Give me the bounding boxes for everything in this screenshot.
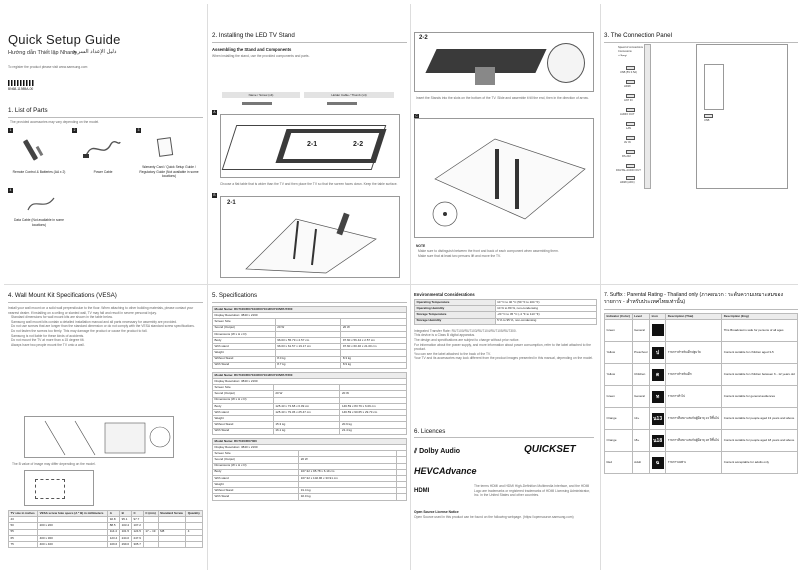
part-3-label: Warranty Card / Quick Setup Guide / Regulatory Guide (Not available in some locations) [139, 165, 199, 179]
ant-port-icon [626, 94, 635, 98]
table-row: Storage Humidity 5 % to 95 %, non-condensing [415, 318, 597, 324]
wall-mount-bullet-3: Do not use screws that are longer than the standard dimension or do not comply with the VESA standard screw specifications. [11, 324, 195, 329]
table-row: Without Stand 31.4 kg [213, 488, 407, 494]
rating-icon: น13 [652, 413, 664, 425]
table-row: 50 200 x 200 88.5 103.4 107.2 [9, 523, 203, 529]
wall-mount-bullet-1: Standard dimensions for wall mount kits are shown in the table below. [11, 315, 113, 320]
battery-icon [36, 146, 44, 156]
table-row: Weight [213, 416, 407, 422]
table-row: Display Resolution: 3840 x 2160 [213, 444, 407, 450]
hdmi-note: The terms HDMI and HDMI High-Definition Multimedia Interface, and the HDMI Logo are trademarks or registered trademarks of HDMI Licensing Administrator, Inc. in the United States and other countries. [474, 484, 590, 498]
table-row: Operating Temperature 10 °C to 40 °C (50 °F to 104 °F) [415, 300, 597, 306]
table-row: Model Name: RU7100/RU7103/RU7104/RU7105/RU7300 [213, 307, 407, 313]
stand-screw-illustration [236, 209, 386, 275]
stand-leg-left [475, 67, 495, 85]
conn-top-label-2: Connexions [618, 50, 632, 53]
env-note-3: The design and specifications are subject to change without prior notice. [414, 337, 520, 342]
wall-mount-bullet-5: Samsung is not liable for these kinds of accidents. [11, 333, 85, 338]
part-1-label: Remote Control & Batteries (AA x 2) [12, 170, 66, 174]
table-row: With Stand 32.0 kg [213, 494, 407, 500]
env-note-6: Your TV and its accessories may look different from the product images presented in this manual, depending on the model. [414, 356, 593, 361]
data-cable-icon [26, 194, 56, 214]
optical-port-icon [626, 164, 635, 168]
usb-port-icon [626, 66, 635, 70]
vesa-th-screw: Standard Screw [158, 511, 186, 517]
part-2-number: 2 [73, 128, 76, 132]
table-row: Display Resolution: 3840 x 2160 [213, 313, 407, 319]
stand-insertion-illustration [414, 32, 594, 92]
table-row: With Stand 16.1 kg 21.4 kg [213, 428, 407, 434]
assembly-illustration-b [220, 196, 400, 278]
note-a: Choose a flat table that is wider than the TV and then place the TV so that the screen faces down. Keep the table surface. [220, 182, 398, 186]
hdmi-port-icon [626, 80, 635, 84]
specifications-panel [212, 288, 407, 572]
note-b: Insert the Stands into the slots on the bottom of the TV. Slide and assemble it till the end, then in the direction of arrow. [416, 96, 589, 100]
part-2-label: Power Cable [93, 170, 113, 174]
wall-mount-title: 4. Wall Mount Kit Specifications (VESA) [8, 292, 117, 299]
table-row: Orange 18+ น18 รายการที่เหมาะสมกับผู้มีอายุ 18 ปีขึ้นไป Content suitable for people aged 18 years and above [605, 430, 798, 452]
env-note-1: Integrated Transfer Rate: RU7100/RU7103/RU7104/RU7105/RU7300. [414, 328, 517, 333]
register-note: To register the product please visit www.samsung.com [8, 65, 88, 69]
spec-block [212, 306, 407, 369]
part-3-number: 3 [137, 128, 140, 132]
vesa-th-cmm: C (mm) [143, 511, 158, 517]
table-row: Model Name: RU7100/RU7103/RU7104/RU7105/RU7300 [213, 372, 407, 378]
stand-final-illustration [414, 118, 594, 238]
wall-mount-note: The B value of image may differ depending on the model. [12, 462, 96, 466]
step-label-2-2: 2-2 [353, 141, 364, 148]
table-row: 75 400 x 400 109.6 299.6 305.7 [9, 541, 203, 547]
port-label-usb: USB (5V 0.5A) [620, 71, 638, 74]
spec-block [212, 438, 407, 501]
vesa-th-a: A [108, 511, 120, 517]
rating-th-color: Indicator (Color) [605, 314, 633, 320]
vesa-th-qty: Quantity [186, 511, 203, 517]
barcode [8, 80, 34, 86]
parental-rating-title: 7. Suffix : Parental Rating - Thailand only (ภาคผนวก : ระดับความเหมาะสมของรายการ - สำหรับประเทศไทยเท่านั้น) [604, 292, 784, 305]
hdmi-logo: HDMI [414, 488, 430, 494]
rs232-port-icon [626, 150, 635, 154]
wall-mount-illustration [24, 416, 174, 458]
step-label-b-2-1: 2-1 [227, 200, 236, 206]
table-row: Without Stand 15.3 kg 20.9 kg [213, 422, 407, 428]
port-label-ant: ANT IN [624, 99, 633, 102]
remote-control-icon [23, 139, 38, 161]
table-row: Sound (Output) 20 W 20 W [213, 391, 407, 397]
step-label-2-2-right: 2-2 [419, 35, 428, 41]
power-cable-icon [83, 136, 123, 162]
note-item-1: Make sure to distinguish between the front and back of each component when assembling them. [418, 249, 559, 253]
table-row: 55 114.4 101.5 124.5 17 ~ 19 M8 4 [9, 529, 203, 535]
port-label-hdmi-arc: HDMI (ARC) [620, 181, 635, 184]
oss-text: Open Source used in this product can be found on the following webpage. (https://opensource.samsung.com) [414, 515, 574, 519]
table-row: Dimensions (W x H x D) [213, 331, 407, 337]
table-row: Green General This Broadcast is safe for persons of all ages [605, 320, 798, 342]
vesa-th-size: TV size in inches [9, 511, 38, 517]
table-row: Body 167.32 x 95.78 x 6.19 cm [213, 469, 407, 475]
rating-th-level: Level [632, 314, 650, 320]
wall-mount-bullet-7: Always have two people mount the TV onto a wall. [11, 342, 85, 347]
port-label-rs232: RS-232 [622, 155, 631, 158]
rating-icon: ท [652, 391, 664, 403]
table-row: Operating Humidity 10 % to 80 %, non-condensing [415, 306, 597, 312]
table-row: With stand 96.03 x 61.57 x 19.17 cm 97.60 x 60.46 x 21.00 cm [213, 344, 407, 350]
stand-tab-2: Holder Cable / Thumb (x4) [304, 92, 394, 98]
table-row: Green General ท รายการทั่วไป Content suitable for general audiences [605, 386, 798, 408]
port-label-audio: AUDIO OUT [620, 113, 635, 116]
port-label-digital-audio: DIGITAL AUDIO OUT [616, 169, 641, 172]
quickset-logo: QUICKSET [524, 444, 576, 455]
table-row: Model Name: RU7100/RU7300 [213, 438, 407, 444]
parental-rating-panel [604, 288, 798, 572]
guide-subtitle-vi: Hướng dẫn Thiết lập Nhanh [8, 50, 77, 56]
vesa-th-spec: VESA screw hole specs (A * B) in millimeters [38, 511, 108, 517]
env-note-2: This device is a Class B digital apparatus. [414, 333, 476, 338]
table-row: With stand 167.32 x 102.96 x 33.91 cm [213, 475, 407, 481]
stand-tab-1: Name / Screw (x4) [222, 92, 300, 98]
stand-part-a [242, 102, 272, 105]
connection-panel-strip [644, 44, 651, 189]
wall-mount-intro: Install your wall mount on a solid wall perpendicular to the floor. When attaching to other building materials, please contact your nearest dealer. If installing on a ceiling or slanted wall, TV may fall and result in severe personal injury. [8, 306, 194, 315]
stand-part-b [327, 102, 357, 105]
table-row: With Stand 8.7 kg 8.9 kg [213, 362, 407, 368]
table-row: Display Resolution: 3840 x 2160 [213, 379, 407, 385]
stand-panel [212, 4, 407, 282]
hdmi-arc-port-icon [626, 176, 635, 180]
assembly-illustration-a [220, 114, 400, 178]
manual-icon [157, 137, 173, 157]
cover-panel [8, 4, 203, 282]
table-row: Weight [213, 350, 407, 356]
rating-icon [652, 324, 664, 336]
spec-blocks [212, 306, 407, 501]
wall-mount-bullet-4: Do not fasten the screws too firmly. This may damage the product or cause the product to fall. [11, 328, 148, 333]
stand-leg-zoom [547, 43, 585, 83]
parts-note: The provided accessories may vary depending on the model. [10, 120, 100, 124]
env-note-4: For information about the power supply, and more information about power consumption, refer to the label attached to the product. [414, 342, 591, 352]
oss-title: Open Source License Notice [414, 510, 459, 514]
rating-table [604, 313, 798, 474]
table-row: Sound (Output) 20 W [213, 457, 407, 463]
port-label-usb-side: USB [704, 119, 710, 122]
note-title: NOTE [416, 244, 426, 248]
screwdriver-illustration [415, 119, 595, 239]
barcode-number: BN68-11989A-00 [8, 87, 34, 91]
connection-title: 3. The Connection Panel [604, 32, 672, 39]
table-row: Body 125.43 x 73.68 x 6.09 cm 146.59 x 83.79 x 6.09 cm [213, 403, 407, 409]
stand-title: 2. Installing the LED TV Stand [212, 32, 295, 39]
tv-screen [283, 133, 379, 159]
wall-bracket-illustration [25, 417, 175, 459]
table-row: Screen Size [213, 451, 407, 457]
table-row: Yellow Children ด รายการสำหรับเด็ก Content suitable for children between 6 - 12 years old [605, 364, 798, 386]
table-row: Storage Temperature -20 °C to 45 °C (-4 °F to 113 °F) [415, 312, 597, 318]
stand-panel-right [414, 4, 597, 282]
vesa-th-b: B [120, 511, 132, 517]
rating-th-icon: Icon [650, 314, 666, 320]
port-label-lan: LAN [626, 127, 632, 130]
rating-icon: ฉ [652, 457, 664, 469]
env-table [414, 299, 597, 325]
note-item-2: Make sure that at least two persons lift and move the TV. [418, 254, 501, 258]
environment-panel [414, 288, 597, 572]
audio-port-icon [626, 108, 635, 112]
guide-subtitle-ar: دليل الإعداد السريع [73, 49, 117, 55]
table-row: 43 92.8 95.1 97.7 [9, 517, 203, 523]
port-label-av: AV IN [624, 141, 631, 144]
stand-desc: When installing the stand, use the provided components and parts. [212, 54, 310, 58]
table-row: Dimensions (W x H x D) [213, 397, 407, 403]
part-1-number: 1 [9, 128, 12, 132]
table-row: Orange 13+ น13 รายการที่เหมาะสมกับผู้มีอายุ 13 ปีขึ้นไป Content suitable for people aged 13 years and above [605, 408, 798, 430]
wall-mount-bullet-6: Do not mount the TV at more than a 15 degree tilt. [11, 338, 85, 343]
table-row: Sound (Output) 20 W 20 W [213, 325, 407, 331]
table-row: With stand 125.43 x 79.36 x 25.47 cm 146.59 x 90.65 x 29.73 cm [213, 410, 407, 416]
av-port-icon [626, 136, 635, 140]
stand-subtitle: Assembling the Stand and Components [212, 47, 292, 52]
vesa-th-c: C [131, 511, 143, 517]
usb-port-side-icon [704, 114, 713, 118]
step-a-badge: A [213, 110, 216, 114]
step-label-2-1: 2-1 [307, 141, 318, 148]
table-row: 65 400 x 300 123.4 244.0 247.9 [9, 535, 203, 541]
vesa-table [8, 510, 203, 548]
env-title: Environmental Considerations [414, 292, 475, 297]
spec-block [212, 372, 407, 435]
wall-mount-panel [8, 288, 203, 572]
tv-back-ports-block [704, 64, 724, 110]
licences-title: 6. Licences [414, 428, 446, 435]
lan-port-icon [626, 122, 635, 126]
table-row: Screen Size [213, 385, 407, 391]
dolby-logo: ⫽ Dolby Audio [414, 448, 461, 455]
env-note-5: You can see the label attached to the back of the TV. [414, 351, 491, 356]
rating-th-desc-en: Description (Eng) [722, 314, 798, 320]
port-label-hdmi: HDMI [624, 85, 631, 88]
wall-mount-bullet-2: Samsung wall mount kits contain a detailed installation manual and all parts necessary for assembly are provided. [11, 319, 178, 324]
connection-panel [604, 4, 798, 282]
rating-icon: ด [652, 369, 664, 381]
table-row: Body 96.03 x 55.79 x 2.57 cm 97.60 x 56.44 x 2.57 cm [213, 337, 407, 343]
part-4-number: 4 [9, 188, 12, 192]
parts-title: 1. List of Parts [8, 107, 48, 114]
rating-th-desc-th: Description (Thai) [666, 314, 722, 320]
rating-icon: น18 [652, 435, 664, 447]
table-row: Weight [213, 482, 407, 488]
guide-title: Quick Setup Guide [8, 32, 121, 47]
conn-top-label-3: توصيلات [618, 54, 628, 57]
table-row: Without Stand 8.0 kg 8.3 kg [213, 356, 407, 362]
specifications-title: 5. Specifications [212, 292, 258, 299]
table-row: Screen Size [213, 319, 407, 325]
rating-icon: ป [652, 347, 664, 359]
step-c-badge: C [415, 114, 418, 118]
hevc-logo: HEVCAdvance [414, 466, 477, 476]
table-row: Dimensions (W x H x D) [213, 463, 407, 469]
conn-top-label-1: Speed of connections [618, 46, 643, 49]
table-row: Red Adult ฉ รายการเฉพาะ Content acceptable for adults only [605, 452, 798, 474]
tv-back-vesa-diagram [24, 470, 94, 506]
step-b-badge: B [213, 193, 216, 197]
part-4-label: Data Cable (Not available in some locations) [13, 218, 65, 227]
vesa-hole-grid [35, 479, 65, 499]
table-row: Yellow Preschool ป รายการสำหรับเด็กปฐมวัย Content suitable for children aged 3-5 [605, 342, 798, 364]
